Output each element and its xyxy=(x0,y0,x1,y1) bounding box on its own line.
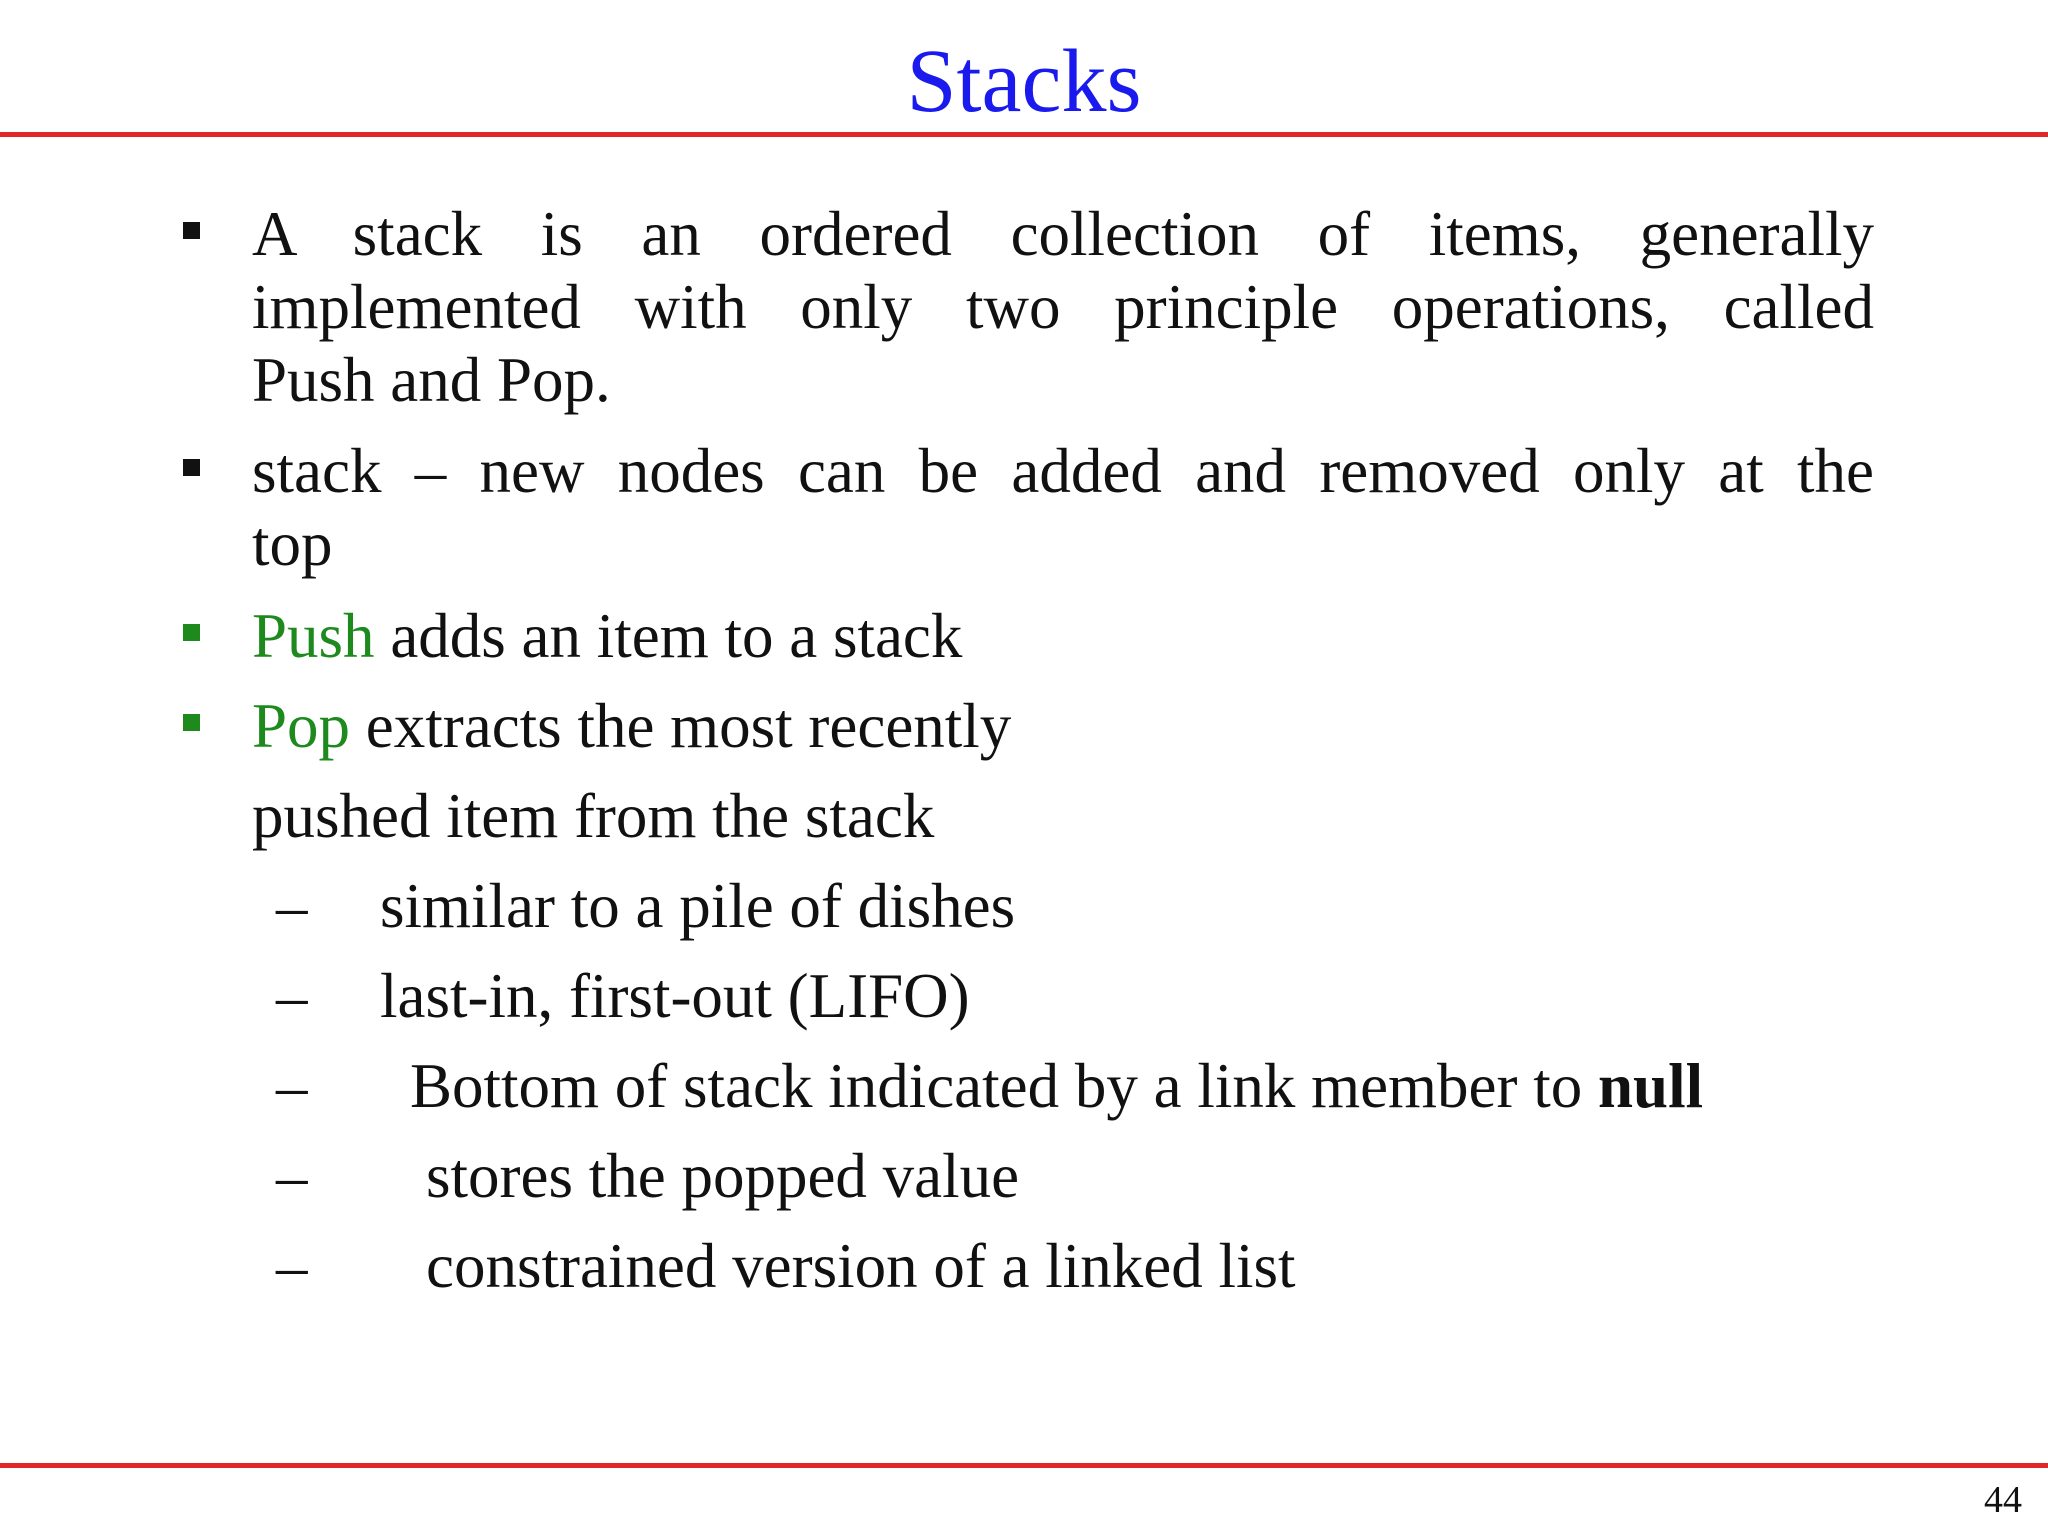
page-number: 44 xyxy=(1984,1479,2022,1521)
dash-marker: – xyxy=(276,871,308,941)
title-divider xyxy=(0,132,2048,137)
bullet-2-line-1: stack – new nodes can be added and removed only at the xyxy=(252,436,1874,506)
subbullet-3-text: Bottom of stack indicated by a link member to xyxy=(410,1051,1598,1121)
bullet-4 xyxy=(252,690,1874,763)
dash-marker: – xyxy=(276,961,308,1031)
null-keyword: null xyxy=(1598,1051,1704,1121)
bullet-3 xyxy=(252,600,1874,673)
bullet-2-line-2: top xyxy=(252,509,333,579)
bullet-marker xyxy=(183,459,200,476)
bullet-marker-green xyxy=(183,714,200,731)
bullet-1-line-3: Push and Pop. xyxy=(252,345,611,415)
keyword-pop: Pop xyxy=(252,691,351,761)
subbullet-3 xyxy=(410,1050,1703,1123)
subbullet-2: last-in, first-out (LIFO) xyxy=(380,961,970,1031)
subbullet-5: constrained version of a linked list xyxy=(426,1231,1296,1301)
dash-marker: – xyxy=(276,1141,308,1211)
bullet-marker-green xyxy=(183,624,200,641)
keyword-push: Push xyxy=(252,601,375,671)
bullet-4-text: extracts the most recently xyxy=(350,691,1012,761)
bullet-3-text: adds an item to a stack xyxy=(374,601,963,671)
footer-divider xyxy=(0,1463,2048,1468)
bullet-marker xyxy=(183,222,200,239)
subbullet-1: similar to a pile of dishes xyxy=(380,871,1016,941)
bullet-1-line-2: implemented with only two principle operations, called xyxy=(252,272,1874,342)
dash-marker: – xyxy=(276,1051,308,1121)
slide-title: Stacks xyxy=(906,32,1142,131)
subbullet-4: stores the popped value xyxy=(426,1141,1020,1211)
dash-marker: – xyxy=(276,1231,308,1301)
bullet-1 xyxy=(252,198,1874,417)
bullet-2 xyxy=(252,435,1874,581)
bullet-4-continuation: pushed item from the stack xyxy=(252,781,935,851)
bullet-1-line-1: A stack is an ordered collection of items, generally xyxy=(252,199,1874,269)
